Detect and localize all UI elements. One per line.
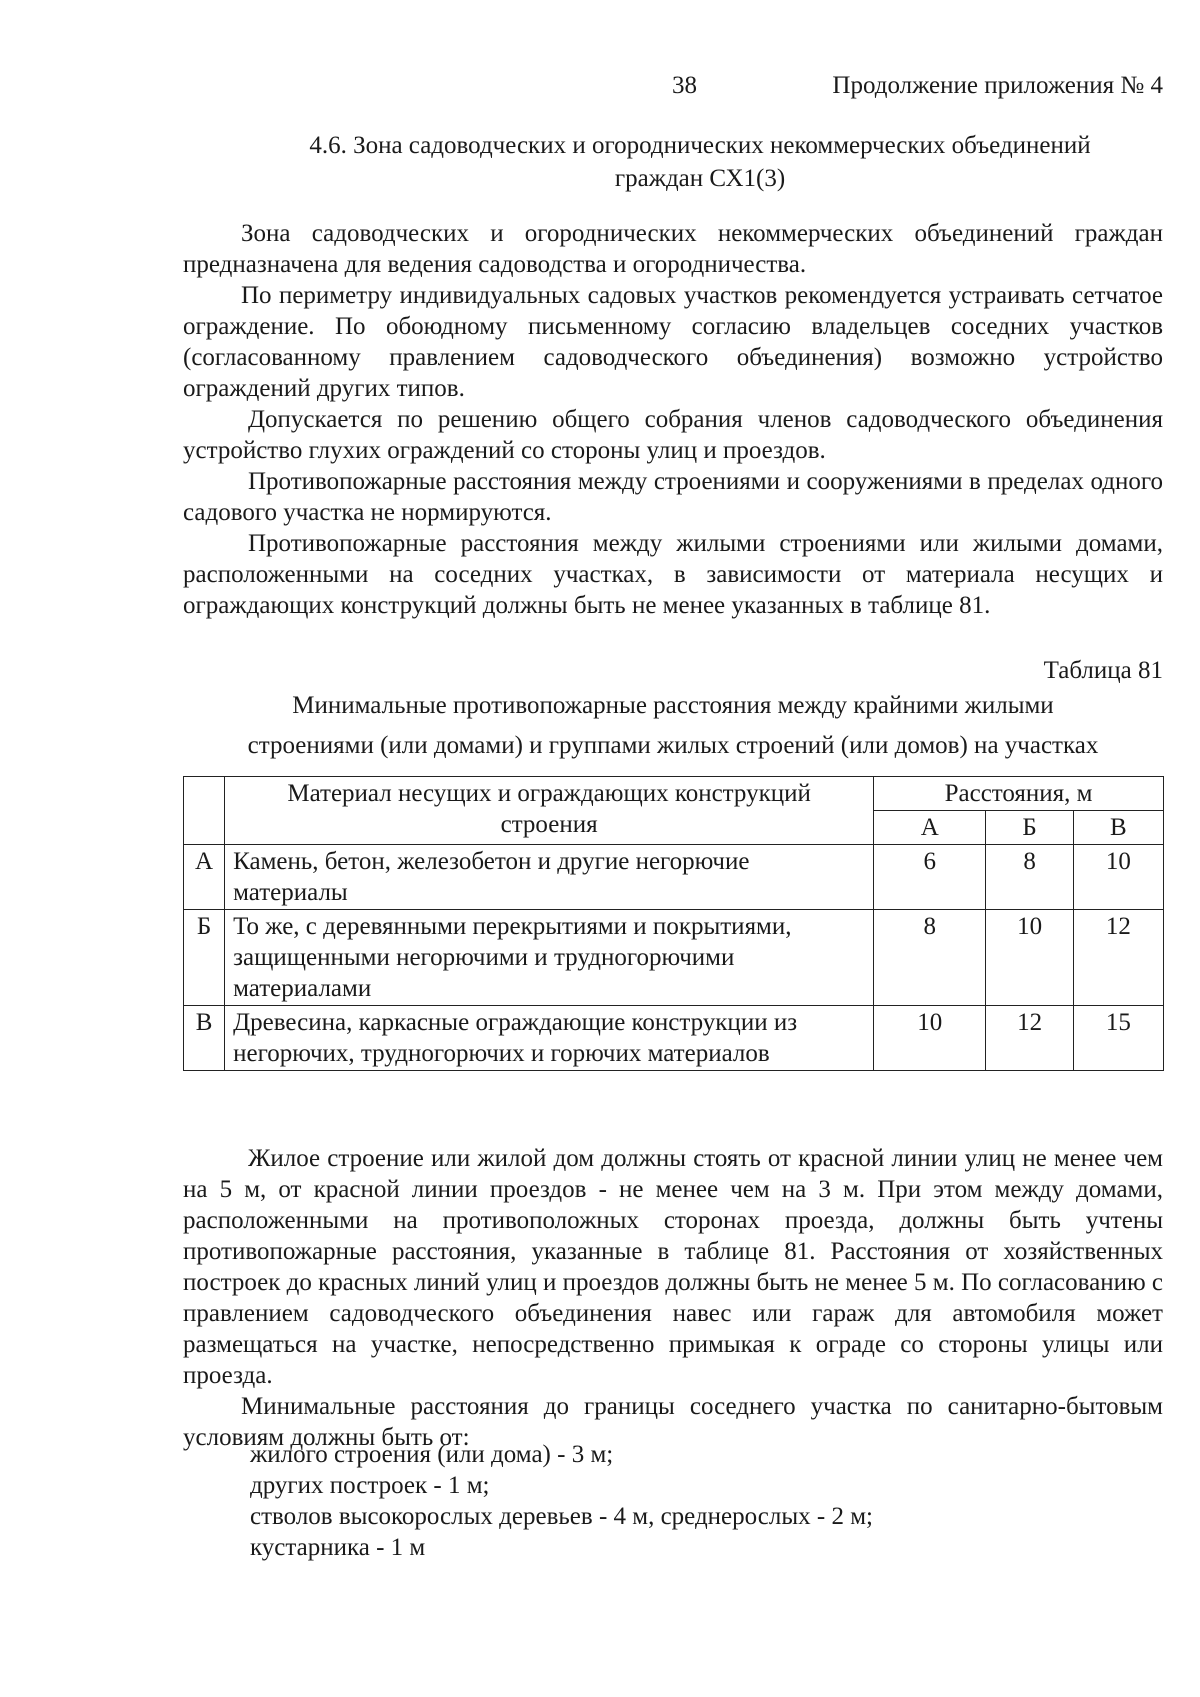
page-header: [0, 70, 1200, 104]
row-distance-a: 6: [874, 845, 986, 910]
row-distance-c: 12: [1073, 910, 1163, 1006]
section-title-line-2: граждан СХ1(3): [614, 165, 786, 192]
fire-distance-table: [183, 776, 1164, 1071]
table-title: [183, 686, 1163, 766]
table-subheader-a: А: [874, 811, 986, 845]
row-distance-a: 8: [874, 910, 986, 1006]
table-subheader-c: В: [1073, 811, 1163, 845]
section-title: [200, 130, 1200, 196]
list-item: жилого строения (или дома) - 3 м;: [250, 1441, 614, 1468]
list-item: других построек - 1 м;: [250, 1472, 490, 1499]
row-material: Камень, бетон, железобетон и другие негорючие материалы: [225, 845, 874, 910]
row-distance-b: 12: [986, 1006, 1073, 1071]
after-table-paragraphs: [183, 1143, 1163, 1453]
table-header-row: [184, 777, 1164, 811]
row-distance-c: 15: [1073, 1006, 1163, 1071]
row-index: Б: [184, 910, 225, 1006]
row-material: Древесина, каркасные ограждающие конструкции из негорючих, трудногорючих и горючих материалов: [225, 1006, 874, 1071]
list-item: кустарника - 1 м: [250, 1534, 426, 1561]
table-header-empty: [184, 777, 225, 845]
paragraph: Противопожарные расстояния между строениями и сооружениями в пределах одного садового участка не нормируются.: [183, 468, 1163, 526]
table-title-line-2: строениями (или домами) и группами жилых строений (или домов) на участках: [247, 732, 1099, 759]
row-distance-c: 10: [1073, 845, 1163, 910]
row-distance-b: 8: [986, 845, 1073, 910]
distance-list: [250, 1439, 1150, 1563]
list-item: стволов высокорослых деревьев - 4 м, среднерослых - 2 м;: [250, 1503, 873, 1530]
table-caption: Таблица 81: [1043, 657, 1163, 684]
table-header-material: Материал несущих и ограждающих конструкций строения: [225, 777, 874, 845]
table-row: [184, 910, 1164, 1006]
paragraph: Противопожарные расстояния между жилыми строениями или жилыми домами, расположенными на соседних участках, в зависимости от материала несущих и ограждающих конструкций должны быть не менее указанных в таблице 81.: [183, 530, 1163, 619]
intro-paragraphs: [183, 218, 1163, 621]
paragraph: Зона садоводческих и огороднических некоммерческих объединений граждан предназначена для ведения садоводства и огородничества.: [183, 220, 1163, 278]
paragraph: Жилое строение или жилой дом должны стоять от красной линии улиц не менее чем на 5 м, от красной линии проездов - не менее чем на 3 м. При этом между домами, расположенными на противоположных сторонах проезда, должны быть учтены противопожарные расстояния, указанные в таблице 81. Расстояния от хозяйственных построек до красных линий улиц и проездов должны быть не менее 5 м. По согласованию с правлением садоводческого объединения навес или гараж для автомобиля может размещаться на участке, непосредственно примыкая к ограде со стороны улицы или проезда.: [183, 1145, 1163, 1389]
row-index: В: [184, 1006, 225, 1071]
table-row: [184, 845, 1164, 910]
table-header-distances: Расстояния, м: [874, 777, 1164, 811]
row-distance-a: 10: [874, 1006, 986, 1071]
row-material: То же, с деревянными перекрытиями и покрытиями, защищенными негорючими и трудногорючими материалами: [225, 910, 874, 1006]
page-number: 38: [672, 72, 697, 99]
table-subheader-b: Б: [986, 811, 1073, 845]
table-title-line-1: Минимальные противопожарные расстояния между крайними жилыми: [292, 692, 1054, 719]
table-row: [184, 1006, 1164, 1071]
paragraph: Допускается по решению общего собрания членов садоводческого объединения устройство глухих ограждений со стороны улиц и проездов.: [183, 406, 1163, 464]
paragraph: Минимальные расстояния до границы соседнего участка по санитарно-бытовым условиям должны быть от:: [183, 1393, 1163, 1451]
row-index: А: [184, 845, 225, 910]
row-distance-b: 10: [986, 910, 1073, 1006]
appendix-continuation-label: Продолжение приложения № 4: [832, 72, 1163, 99]
section-title-line-1: 4.6. Зона садоводческих и огороднических некоммерческих объединений: [309, 132, 1091, 159]
paragraph: По периметру индивидуальных садовых участков рекомендуется устраивать сетчатое ограждение. По обоюдному письменному согласию владельцев соседних участков (согласованному правлением садоводческого объединения) возможно устройство ограждений других типов.: [183, 282, 1163, 402]
